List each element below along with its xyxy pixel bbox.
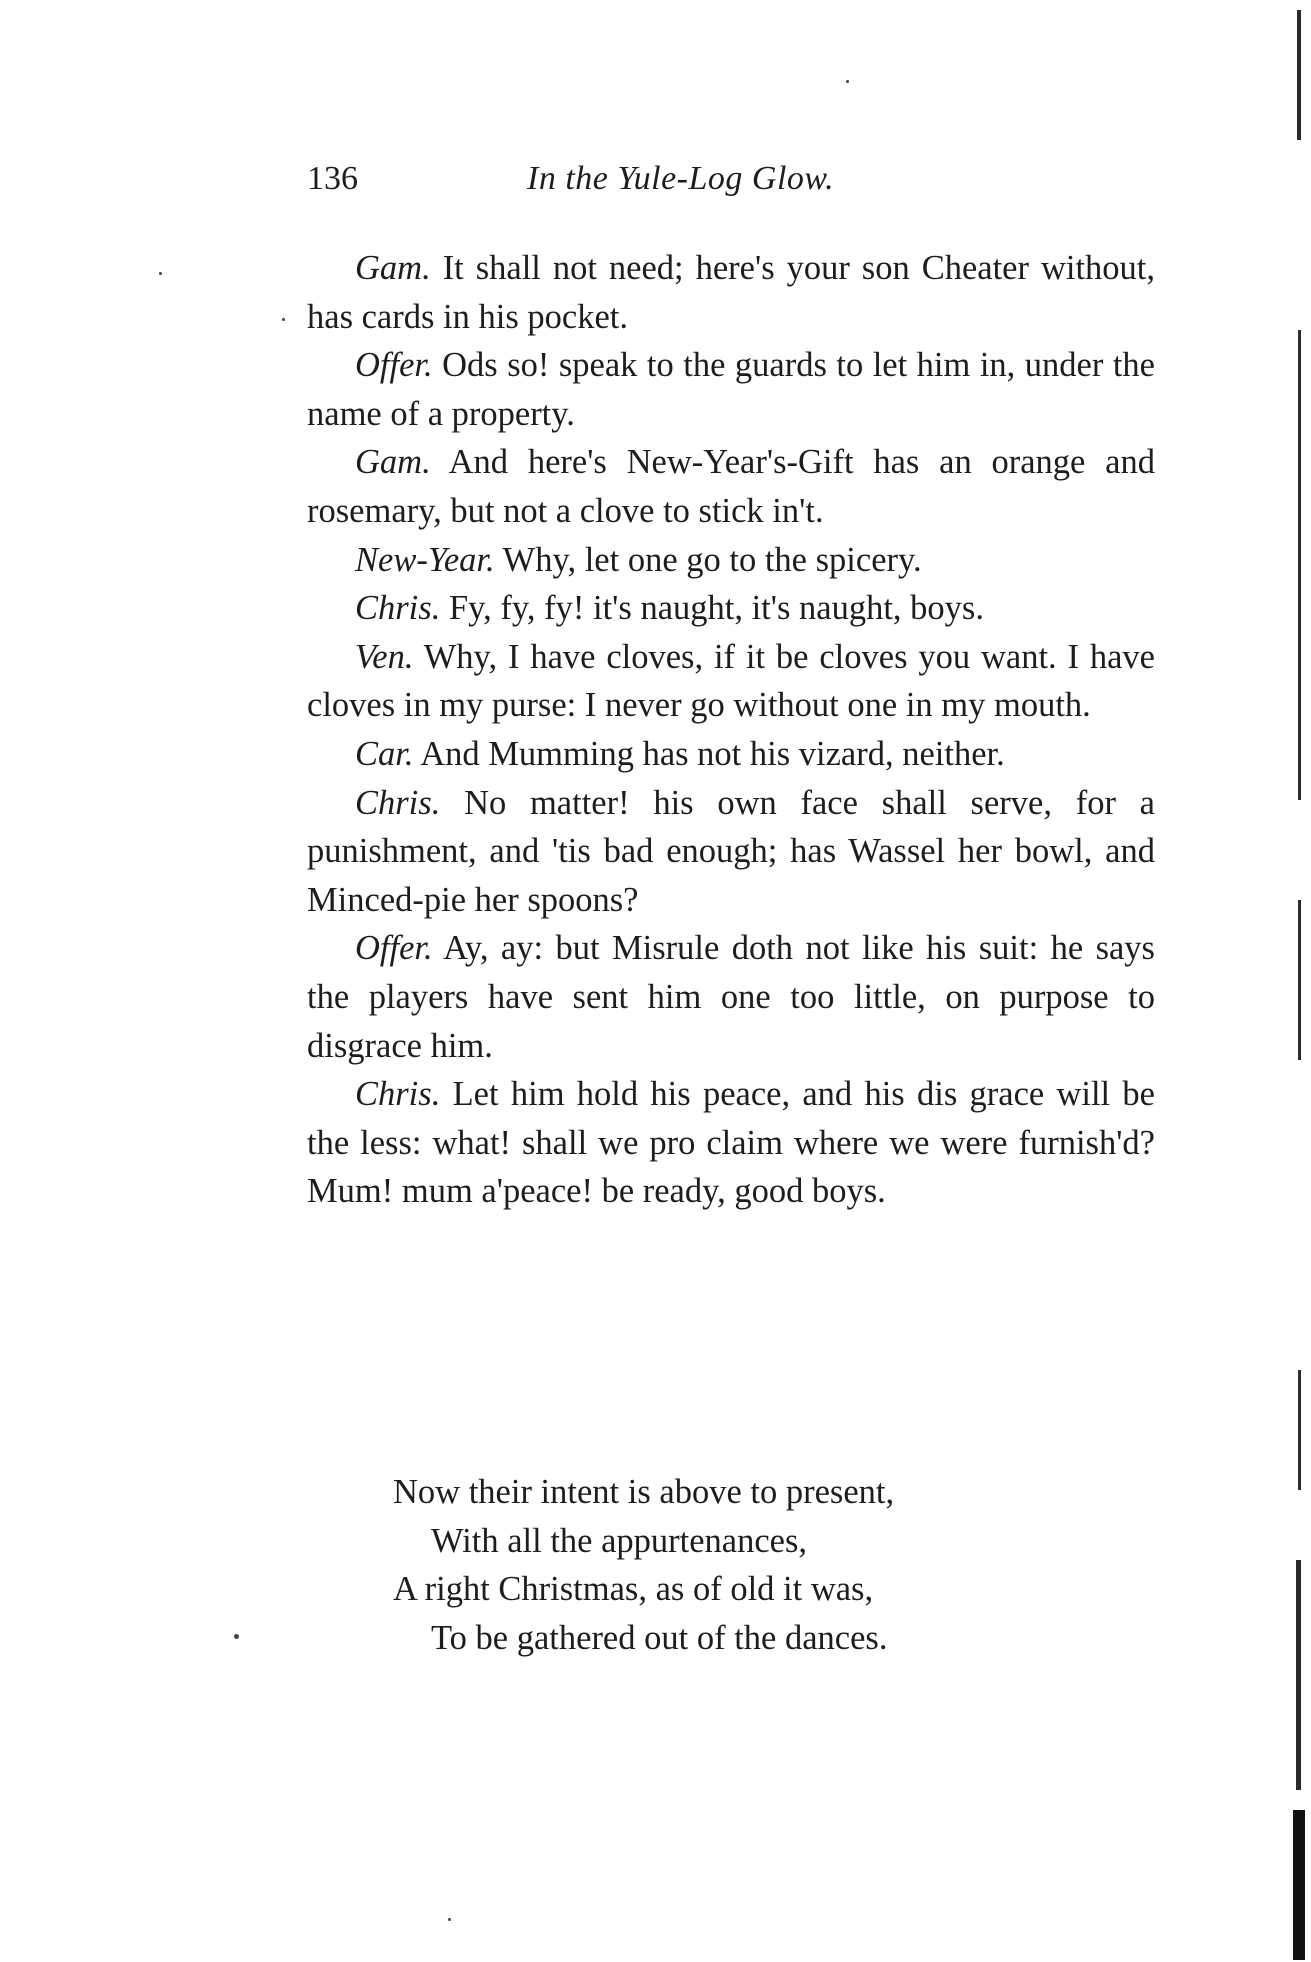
dialogue-paragraph bbox=[307, 1070, 1155, 1216]
speech-text: Why, let one go to the spicery. bbox=[494, 540, 922, 579]
speech-text: Let him hold his peace, and his dis grace will be the less: what! shall we pro claim where we were furnish'd? Mum! mum a'peace! be ready, good boys. bbox=[307, 1075, 1155, 1211]
speaker-name: Gam. bbox=[355, 249, 431, 287]
speech-text: Why, I have cloves, if it be cloves you want. I have cloves in my purse: I never go without one in my mouth. bbox=[307, 637, 1155, 725]
speech-text: No matter! his own face shall serve, for a punishment, and 'tis bad enough; has Wassel her bowl, and Minced-pie her spoons? bbox=[307, 783, 1155, 919]
scan-speck bbox=[159, 272, 162, 275]
speech-text: And Mumming has not his vizard, neither. bbox=[413, 734, 1005, 773]
speaker-name: Chris. bbox=[355, 1075, 441, 1114]
verse-line: To be gathered out of the dances. bbox=[431, 1618, 888, 1657]
speaker-name: Offer. bbox=[355, 346, 433, 385]
page-edge-shadow bbox=[1298, 330, 1301, 800]
speaker-name: Chris. bbox=[355, 589, 441, 628]
speaker-name: New-Year. bbox=[355, 540, 495, 579]
page-edge-shadow bbox=[1298, 1370, 1301, 1490]
speech-text: Ay, ay: but Misrule doth not like his suit: he says the players have sent him one too little, on purpose to disgrace him. bbox=[307, 929, 1155, 1065]
running-title: In the Yule-Log Glow. bbox=[527, 160, 835, 197]
speaker-name: Offer. bbox=[355, 929, 433, 968]
dialogue-paragraph bbox=[307, 536, 1155, 585]
verse-line: Now their intent is above to present, bbox=[393, 1473, 895, 1511]
page-number: 136 bbox=[307, 160, 358, 197]
speech-text: It shall not need; here's your son Cheater without, has cards in his pocket. bbox=[307, 249, 1155, 336]
verse-line: With all the appurtenances, bbox=[431, 1521, 808, 1560]
page-edge-shadow bbox=[1297, 10, 1301, 140]
scan-speck bbox=[234, 1634, 239, 1639]
scan-speck bbox=[448, 1918, 451, 1921]
dialogue-paragraph bbox=[307, 584, 1155, 633]
dialogue-paragraph bbox=[307, 633, 1155, 730]
dialogue-text bbox=[307, 244, 1155, 1216]
closing-verse bbox=[393, 1468, 1113, 1662]
page-edge-shadow bbox=[1293, 1810, 1305, 1960]
speaker-name: Car. bbox=[355, 734, 414, 773]
dialogue-paragraph bbox=[307, 244, 1155, 341]
scan-speck bbox=[846, 80, 849, 83]
speaker-name: Chris. bbox=[355, 783, 441, 822]
page-edge-shadow bbox=[1296, 1560, 1301, 1790]
speech-text: Ods so! speak to the guards to let him in, under the name of a property. bbox=[307, 346, 1155, 433]
dialogue-paragraph bbox=[307, 341, 1155, 438]
scan-speck bbox=[282, 318, 285, 321]
page-header bbox=[307, 160, 1149, 208]
page-edge-shadow bbox=[1298, 900, 1301, 1060]
speech-text: And here's New-Year's-Gift has an orange and rosemary, but not a clove to stick in't. bbox=[307, 443, 1155, 530]
verse-line: A right Christmas, as of old it was, bbox=[393, 1570, 874, 1609]
dialogue-paragraph bbox=[307, 438, 1155, 535]
speaker-name: Ven. bbox=[355, 637, 414, 676]
dialogue-paragraph bbox=[307, 730, 1155, 779]
speech-text: Fy, fy, fy! it's naught, it's naught, boys. bbox=[440, 589, 984, 628]
dialogue-paragraph bbox=[307, 924, 1155, 1070]
speaker-name: Gam. bbox=[355, 443, 431, 482]
dialogue-paragraph bbox=[307, 779, 1155, 925]
